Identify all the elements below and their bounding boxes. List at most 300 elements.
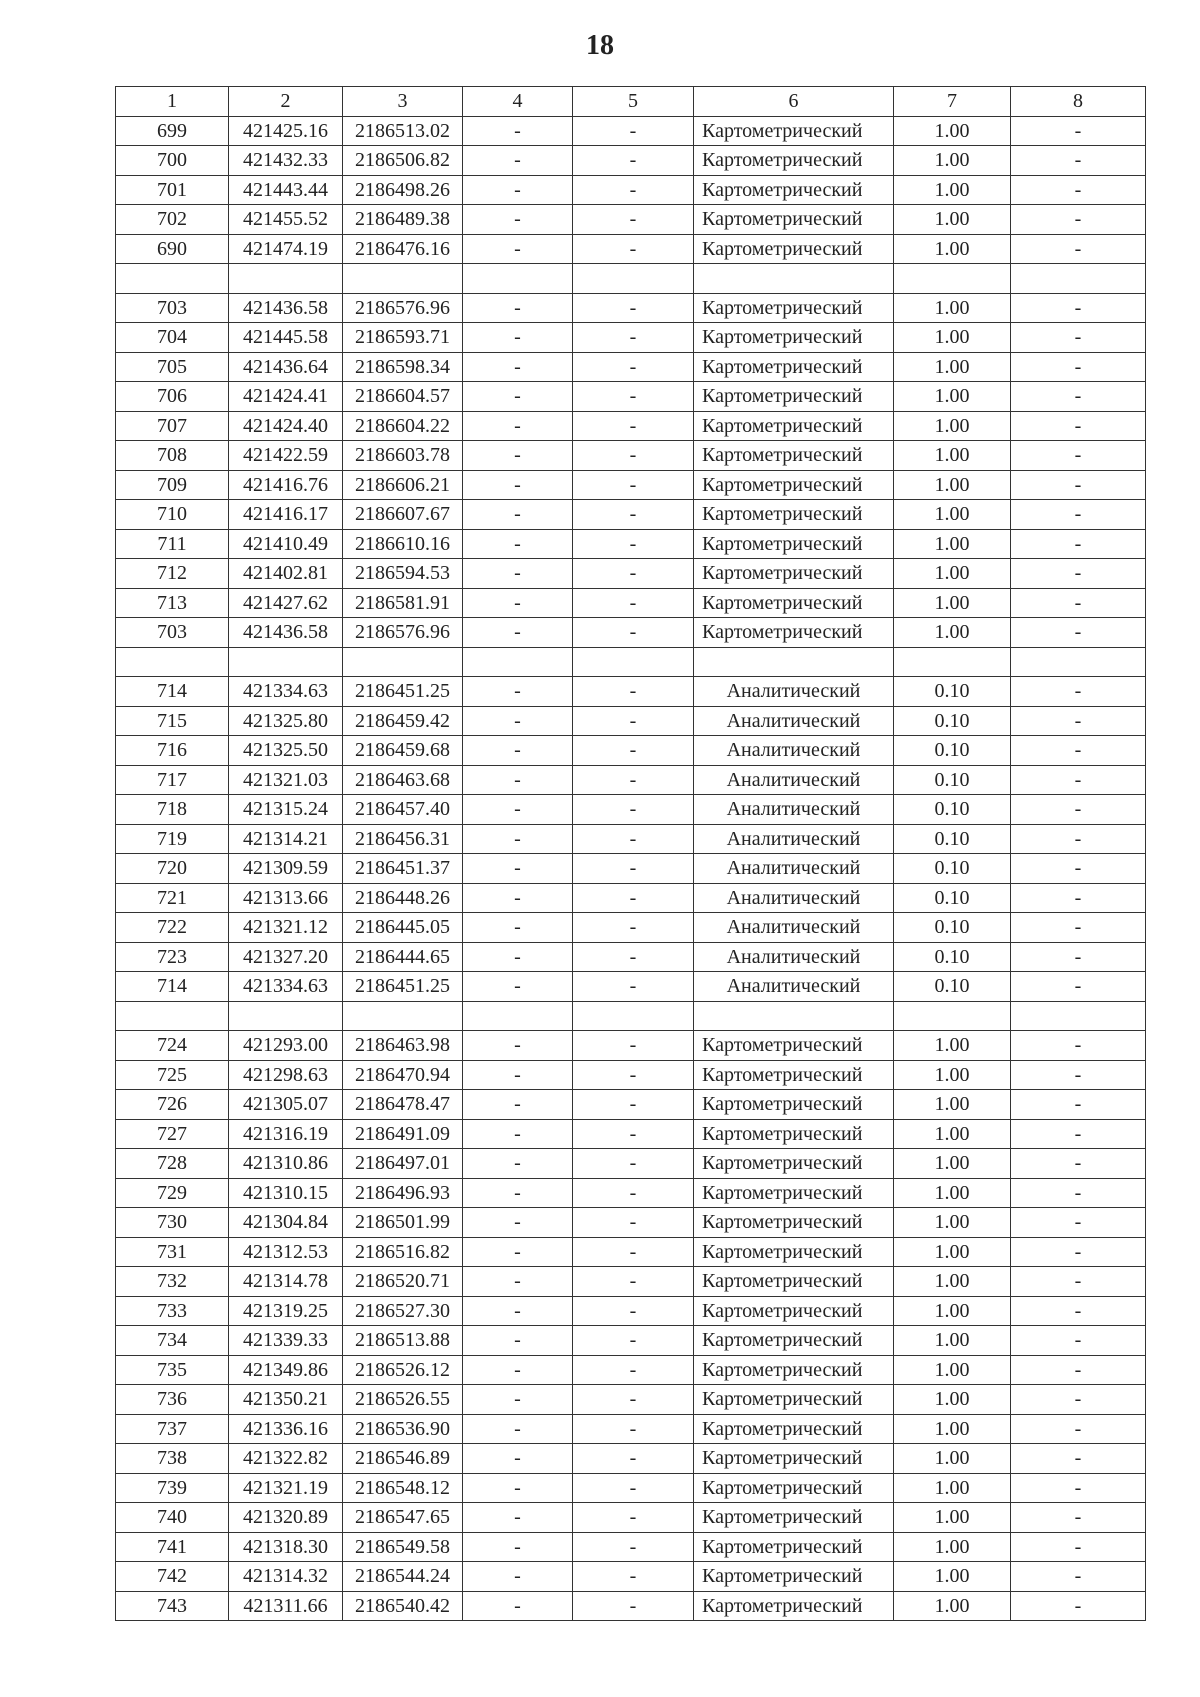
table-cell: Картометрический <box>694 559 894 589</box>
table-cell: - <box>1011 588 1146 618</box>
table-cell: 421311.66 <box>229 1591 343 1621</box>
table-cell: - <box>463 1326 573 1356</box>
table-cell: 2186459.42 <box>343 706 463 736</box>
table-cell: 2186463.98 <box>343 1031 463 1061</box>
table-row <box>116 1385 1146 1415</box>
table-cell: 2186526.12 <box>343 1355 463 1385</box>
table-cell: 699 <box>116 116 229 146</box>
table-cell: Аналитический <box>694 854 894 884</box>
table-row <box>116 470 1146 500</box>
table-cell: 421336.16 <box>229 1414 343 1444</box>
table-cell: - <box>463 942 573 972</box>
table-row <box>116 1178 1146 1208</box>
table-row <box>116 618 1146 648</box>
table-cell: 733 <box>116 1296 229 1326</box>
table-row <box>116 1503 1146 1533</box>
table-cell: 1.00 <box>894 323 1011 353</box>
table-cell: 712 <box>116 559 229 589</box>
table-cell <box>229 647 343 677</box>
table-cell: Аналитический <box>694 765 894 795</box>
table-row <box>116 1090 1146 1120</box>
table-cell: 727 <box>116 1119 229 1149</box>
table-cell: - <box>463 824 573 854</box>
table-cell: Картометрический <box>694 1208 894 1238</box>
table-cell: - <box>1011 736 1146 766</box>
table-cell: - <box>463 1208 573 1238</box>
table-cell: - <box>1011 323 1146 353</box>
table-cell <box>573 647 694 677</box>
table-cell: 718 <box>116 795 229 825</box>
column-header: 4 <box>463 87 573 117</box>
table-cell: - <box>573 382 694 412</box>
table-cell: 1.00 <box>894 618 1011 648</box>
table-row <box>116 441 1146 471</box>
table-cell: 739 <box>116 1473 229 1503</box>
table-cell: 0.10 <box>894 913 1011 943</box>
table-cell: 421316.19 <box>229 1119 343 1149</box>
table-cell: 1.00 <box>894 1473 1011 1503</box>
table-cell: - <box>1011 1208 1146 1238</box>
table-row <box>116 1591 1146 1621</box>
table-cell: 421314.21 <box>229 824 343 854</box>
table-cell: - <box>463 234 573 264</box>
table-cell: Картометрический <box>694 1031 894 1061</box>
table-cell: Картометрический <box>694 1385 894 1415</box>
table-cell: 2186459.68 <box>343 736 463 766</box>
table-cell: 714 <box>116 677 229 707</box>
table-cell: 1.00 <box>894 1178 1011 1208</box>
table-cell: 2186491.09 <box>343 1119 463 1149</box>
table-cell: 729 <box>116 1178 229 1208</box>
table-cell: - <box>463 913 573 943</box>
table-row <box>116 824 1146 854</box>
table-cell: 710 <box>116 500 229 530</box>
table-cell: 421416.17 <box>229 500 343 530</box>
table-cell: - <box>573 765 694 795</box>
table-cell: - <box>1011 854 1146 884</box>
table-cell: - <box>573 1532 694 1562</box>
table-cell: - <box>573 618 694 648</box>
table-cell: 2186445.05 <box>343 913 463 943</box>
table-cell <box>894 264 1011 294</box>
table-header-row <box>116 87 1146 117</box>
table-cell: 1.00 <box>894 1296 1011 1326</box>
table-row <box>116 1473 1146 1503</box>
table-cell: 2186516.82 <box>343 1237 463 1267</box>
table-cell: - <box>573 1296 694 1326</box>
table-cell: 0.10 <box>894 765 1011 795</box>
table-cell: - <box>573 795 694 825</box>
table-cell: - <box>463 1296 573 1326</box>
table-cell: Картометрический <box>694 116 894 146</box>
table-cell: 2186604.22 <box>343 411 463 441</box>
table-cell: - <box>573 146 694 176</box>
table-cell: - <box>1011 618 1146 648</box>
table-cell: - <box>1011 765 1146 795</box>
table-cell: - <box>573 470 694 500</box>
table-cell: - <box>1011 1444 1146 1474</box>
table-cell: Аналитический <box>694 942 894 972</box>
table-cell: Аналитический <box>694 824 894 854</box>
table-row <box>116 972 1146 1002</box>
column-header: 2 <box>229 87 343 117</box>
table-cell: 421402.81 <box>229 559 343 589</box>
table-cell: - <box>1011 1326 1146 1356</box>
table-cell: 2186506.82 <box>343 146 463 176</box>
table-row <box>116 175 1146 205</box>
table-cell: - <box>1011 1267 1146 1297</box>
table-cell: 725 <box>116 1060 229 1090</box>
table-cell: - <box>463 1562 573 1592</box>
table-cell: - <box>463 352 573 382</box>
table-cell <box>229 1001 343 1031</box>
table-cell <box>463 1001 573 1031</box>
table-cell: - <box>1011 559 1146 589</box>
table-row <box>116 1060 1146 1090</box>
table-cell: - <box>1011 972 1146 1002</box>
table-cell: 421314.78 <box>229 1267 343 1297</box>
table-cell: - <box>1011 1178 1146 1208</box>
table-cell: 1.00 <box>894 1562 1011 1592</box>
table-cell: 2186457.40 <box>343 795 463 825</box>
table-cell <box>229 264 343 294</box>
table-cell: 1.00 <box>894 1355 1011 1385</box>
table-cell: 1.00 <box>894 559 1011 589</box>
table-cell: 705 <box>116 352 229 382</box>
table-cell: Картометрический <box>694 352 894 382</box>
table-cell: 2186451.37 <box>343 854 463 884</box>
table-cell: 719 <box>116 824 229 854</box>
table-cell: - <box>463 1355 573 1385</box>
table-cell: - <box>573 1503 694 1533</box>
table-cell: 421349.86 <box>229 1355 343 1385</box>
table-cell: - <box>1011 1591 1146 1621</box>
table-cell: 421305.07 <box>229 1090 343 1120</box>
table-cell: - <box>463 1119 573 1149</box>
table-cell: 1.00 <box>894 175 1011 205</box>
table-cell: 702 <box>116 205 229 235</box>
table-cell: 707 <box>116 411 229 441</box>
table-cell: 0.10 <box>894 854 1011 884</box>
table-row <box>116 795 1146 825</box>
table-cell: 2186526.55 <box>343 1385 463 1415</box>
table-cell: - <box>1011 1090 1146 1120</box>
table-cell: Картометрический <box>694 1532 894 1562</box>
table-row <box>116 205 1146 235</box>
table-cell: - <box>1011 1355 1146 1385</box>
table-cell: - <box>1011 942 1146 972</box>
table-cell: - <box>573 1119 694 1149</box>
table-cell: - <box>1011 1237 1146 1267</box>
table-row <box>116 500 1146 530</box>
table-cell: - <box>573 854 694 884</box>
table-row <box>116 411 1146 441</box>
table-cell: - <box>573 1473 694 1503</box>
table-cell: 708 <box>116 441 229 471</box>
table-cell: 421314.32 <box>229 1562 343 1592</box>
table-cell: 421334.63 <box>229 972 343 1002</box>
table-cell: - <box>463 972 573 1002</box>
table-cell: 421334.63 <box>229 677 343 707</box>
column-header: 6 <box>694 87 894 117</box>
table-cell: 690 <box>116 234 229 264</box>
table-cell: 1.00 <box>894 1385 1011 1415</box>
table-cell: 421422.59 <box>229 441 343 471</box>
table-cell: Картометрический <box>694 1562 894 1592</box>
table-cell: - <box>573 234 694 264</box>
table-row <box>116 913 1146 943</box>
table-cell: 703 <box>116 293 229 323</box>
table-cell: 717 <box>116 765 229 795</box>
table-cell: 1.00 <box>894 116 1011 146</box>
table-cell: 1.00 <box>894 470 1011 500</box>
table-row <box>116 1267 1146 1297</box>
table-cell: Картометрический <box>694 293 894 323</box>
table-cell: Аналитический <box>694 883 894 913</box>
table-cell: - <box>573 883 694 913</box>
table-row <box>116 1237 1146 1267</box>
table-cell: 1.00 <box>894 1503 1011 1533</box>
table-cell: 2186576.96 <box>343 618 463 648</box>
table-cell: - <box>1011 1532 1146 1562</box>
table-cell: Картометрический <box>694 146 894 176</box>
table-cell: 2186548.12 <box>343 1473 463 1503</box>
table-cell: - <box>573 352 694 382</box>
table-cell: 716 <box>116 736 229 766</box>
table-cell: - <box>1011 1060 1146 1090</box>
table-cell: - <box>573 116 694 146</box>
table-cell: Картометрический <box>694 500 894 530</box>
table-cell: 421325.80 <box>229 706 343 736</box>
table-cell: 421321.03 <box>229 765 343 795</box>
table-cell: - <box>463 795 573 825</box>
table-cell: - <box>1011 677 1146 707</box>
table-cell: 706 <box>116 382 229 412</box>
table-cell: 421322.82 <box>229 1444 343 1474</box>
table-cell: 1.00 <box>894 411 1011 441</box>
table-cell: Картометрический <box>694 1473 894 1503</box>
table-cell: 421416.76 <box>229 470 343 500</box>
table-cell: 421309.59 <box>229 854 343 884</box>
table-cell: Картометрический <box>694 470 894 500</box>
table-cell: Картометрический <box>694 1296 894 1326</box>
table-row <box>116 382 1146 412</box>
table-cell: - <box>463 146 573 176</box>
table-cell: - <box>463 1031 573 1061</box>
table-cell: - <box>1011 1414 1146 1444</box>
table-cell: Картометрический <box>694 529 894 559</box>
table-cell: 709 <box>116 470 229 500</box>
table-cell: - <box>463 736 573 766</box>
table-cell: Картометрический <box>694 1237 894 1267</box>
table-cell: 421321.19 <box>229 1473 343 1503</box>
table-cell: Картометрический <box>694 1090 894 1120</box>
table-cell: 421339.33 <box>229 1326 343 1356</box>
table-cell: - <box>1011 913 1146 943</box>
table-cell: 2186476.16 <box>343 234 463 264</box>
table-row <box>116 116 1146 146</box>
table-row <box>116 883 1146 913</box>
table-row <box>116 706 1146 736</box>
table-cell <box>343 264 463 294</box>
table-cell: 421436.64 <box>229 352 343 382</box>
table-cell: 2186470.94 <box>343 1060 463 1090</box>
table-cell: 726 <box>116 1090 229 1120</box>
table-cell: - <box>463 175 573 205</box>
table-cell: 2186581.91 <box>343 588 463 618</box>
table-cell: 700 <box>116 146 229 176</box>
table-cell: 421424.41 <box>229 382 343 412</box>
table-cell: 421313.66 <box>229 883 343 913</box>
table-cell: 735 <box>116 1355 229 1385</box>
table-cell: - <box>573 706 694 736</box>
table-cell: - <box>1011 146 1146 176</box>
table-cell: - <box>1011 470 1146 500</box>
table-cell: 732 <box>116 1267 229 1297</box>
table-cell: 0.10 <box>894 883 1011 913</box>
table-cell: 421436.58 <box>229 293 343 323</box>
table-row <box>116 1355 1146 1385</box>
table-cell: - <box>463 411 573 441</box>
table-cell: - <box>1011 1473 1146 1503</box>
table-cell: 0.10 <box>894 824 1011 854</box>
table-cell: 738 <box>116 1444 229 1474</box>
table-cell: 421319.25 <box>229 1296 343 1326</box>
table-cell: - <box>1011 883 1146 913</box>
table-cell: - <box>463 1267 573 1297</box>
table-cell <box>343 647 463 677</box>
table-cell: 2186463.68 <box>343 765 463 795</box>
table-cell: - <box>1011 1119 1146 1149</box>
table-cell: - <box>463 588 573 618</box>
table-cell: 2186527.30 <box>343 1296 463 1326</box>
table-cell: - <box>463 1237 573 1267</box>
table-cell: - <box>573 972 694 1002</box>
table-cell: 421293.00 <box>229 1031 343 1061</box>
table-cell: - <box>1011 1149 1146 1179</box>
table-cell: - <box>463 854 573 884</box>
table-cell: Картометрический <box>694 441 894 471</box>
table-cell: 2186456.31 <box>343 824 463 854</box>
table-cell: - <box>463 116 573 146</box>
table-cell: - <box>573 942 694 972</box>
table-row <box>116 559 1146 589</box>
table-cell: 2186444.65 <box>343 942 463 972</box>
table-cell <box>694 1001 894 1031</box>
table-cell: - <box>1011 1503 1146 1533</box>
page-number: 18 <box>586 30 614 61</box>
table-cell: 2186451.25 <box>343 972 463 1002</box>
table-cell: 1.00 <box>894 1149 1011 1179</box>
table-cell: 722 <box>116 913 229 943</box>
table-cell: 734 <box>116 1326 229 1356</box>
table-cell: Картометрический <box>694 1355 894 1385</box>
table-cell: - <box>463 441 573 471</box>
table-cell: Аналитический <box>694 972 894 1002</box>
table-cell: - <box>463 293 573 323</box>
table-row <box>116 1444 1146 1474</box>
table-cell: 730 <box>116 1208 229 1238</box>
coordinates-table <box>115 86 1146 1621</box>
table-cell <box>1011 1001 1146 1031</box>
table-cell: - <box>1011 795 1146 825</box>
table-cell: - <box>1011 1031 1146 1061</box>
table-cell: 2186594.53 <box>343 559 463 589</box>
table-cell: - <box>573 175 694 205</box>
table-cell: 0.10 <box>894 795 1011 825</box>
table-cell: - <box>573 1178 694 1208</box>
table-cell: Картометрический <box>694 1119 894 1149</box>
table-cell: - <box>573 1562 694 1592</box>
column-header: 5 <box>573 87 694 117</box>
table-cell: Картометрический <box>694 1591 894 1621</box>
table-cell: - <box>573 1208 694 1238</box>
table-row <box>116 1296 1146 1326</box>
table-cell: 1.00 <box>894 1237 1011 1267</box>
table-cell: - <box>463 470 573 500</box>
table-cell: - <box>1011 824 1146 854</box>
table-cell: 421432.33 <box>229 146 343 176</box>
table-cell: 421427.62 <box>229 588 343 618</box>
table-cell: - <box>1011 234 1146 264</box>
table-cell: 1.00 <box>894 1060 1011 1090</box>
table-row <box>116 293 1146 323</box>
table-cell: Аналитический <box>694 736 894 766</box>
table-cell: 2186496.93 <box>343 1178 463 1208</box>
table-row <box>116 1414 1146 1444</box>
table-cell: 736 <box>116 1385 229 1415</box>
table-cell: - <box>573 1149 694 1179</box>
table-cell: 2186593.71 <box>343 323 463 353</box>
table-cell: Картометрический <box>694 1178 894 1208</box>
table-cell: 1.00 <box>894 1090 1011 1120</box>
table-cell: 737 <box>116 1414 229 1444</box>
table-cell: - <box>463 1414 573 1444</box>
table-cell <box>343 1001 463 1031</box>
table-cell: - <box>573 1591 694 1621</box>
table-cell: - <box>463 1090 573 1120</box>
table-cell: - <box>463 618 573 648</box>
table-cell: 711 <box>116 529 229 559</box>
table-cell <box>463 264 573 294</box>
table-cell: 2186513.88 <box>343 1326 463 1356</box>
table-cell: 1.00 <box>894 1532 1011 1562</box>
table-cell <box>894 1001 1011 1031</box>
table-cell: Картометрический <box>694 411 894 441</box>
table-cell: 0.10 <box>894 972 1011 1002</box>
table-cell: 421304.84 <box>229 1208 343 1238</box>
table-cell: 715 <box>116 706 229 736</box>
table-cell: Аналитический <box>694 706 894 736</box>
table-row <box>116 765 1146 795</box>
table-cell: 2186497.01 <box>343 1149 463 1179</box>
table-cell: - <box>463 1149 573 1179</box>
table-cell: 1.00 <box>894 1444 1011 1474</box>
table-cell: 743 <box>116 1591 229 1621</box>
table-cell: 421298.63 <box>229 1060 343 1090</box>
table-cell: Картометрический <box>694 323 894 353</box>
table-cell: 2186451.25 <box>343 677 463 707</box>
table-row <box>116 677 1146 707</box>
table-cell <box>1011 264 1146 294</box>
table-cell: 740 <box>116 1503 229 1533</box>
table-cell: - <box>463 1473 573 1503</box>
table-cell: - <box>573 441 694 471</box>
table-cell: 2186576.96 <box>343 293 463 323</box>
table-cell: 2186536.90 <box>343 1414 463 1444</box>
table-cell: 421445.58 <box>229 323 343 353</box>
table-cell: 741 <box>116 1532 229 1562</box>
